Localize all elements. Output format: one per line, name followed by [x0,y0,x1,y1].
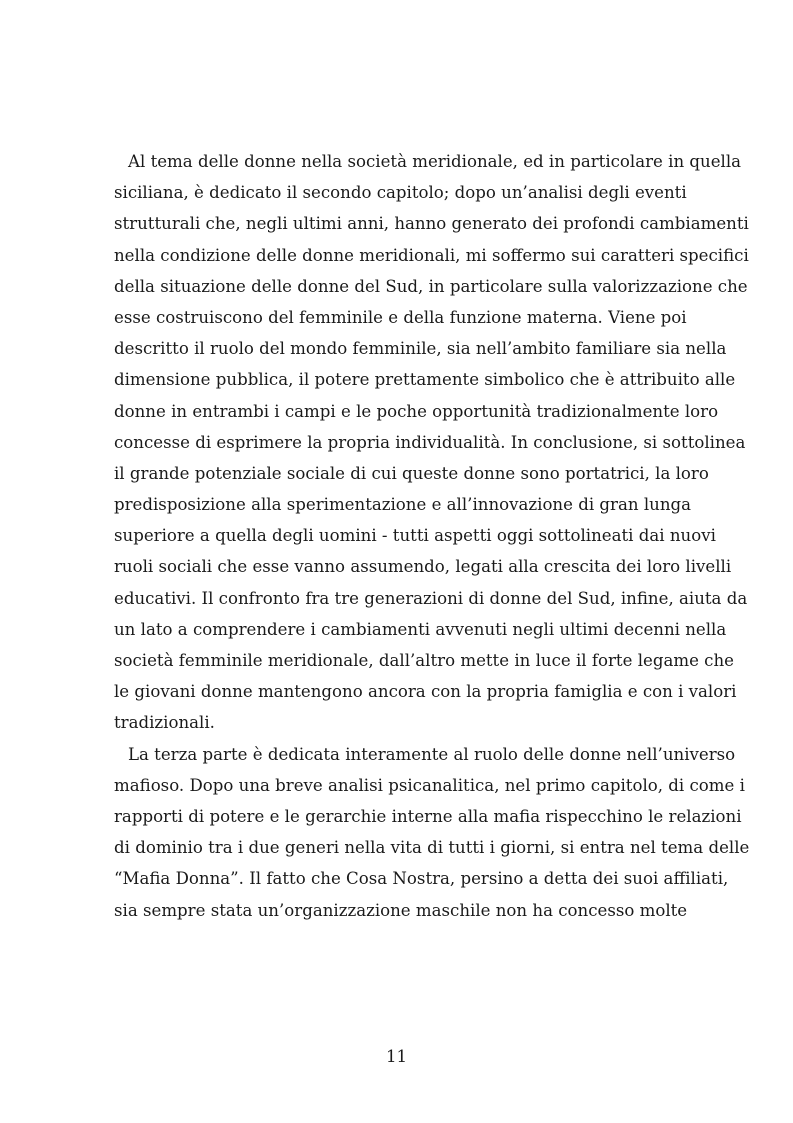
paragraph-2-line-6: sia sempre stata un’organizzazione maschile non ha concesso molte [114,900,688,920]
paragraph-1-line-1: Al tema delle donne nella società meridionale, ed in particolare in quella [128,152,742,171]
page-number: 11 [385,1047,408,1066]
paragraph-2-line-3: rapporti di potere e le gerarchie interne alla mafia rispecchino le relazioni [114,806,742,826]
paragraph-1-line-19: tradizionali. [114,713,215,733]
paragraph-1-line-5: della situazione delle donne del Sud, in particolare sulla valorizzazione che [114,276,748,296]
paragraph-1-line-16: un lato a comprendere i cambiamenti avvenuti negli ultimi decenni nella [114,619,727,639]
paragraph-1-line-2: siciliana, è dedicato il secondo capitolo; dopo un’analisi degli eventi [114,183,687,203]
paragraph-1-line-15: educativi. Il confronto fra tre generazioni di donne del Sud, infine, aiuta da [114,588,748,608]
paragraph-1-line-14: ruoli sociali che esse vanno assumendo, legati alla crescita dei loro livelli [114,557,732,577]
paragraph-1-line-17: società femminile meridionale, dall’altro mette in luce il forte legame che [114,651,734,670]
paragraph-1-line-6: esse costruiscono del femminile e della funzione materna. Viene poi [114,307,687,327]
paragraph-2-line-2: mafioso. Dopo una breve analisi psicanalitica, nel primo capitolo, di come i [114,775,745,795]
paragraph-2-line-5: “Mafia Donna”. Il fatto che Cosa Nostra, persino a detta dei suoi affiliati, [114,869,729,889]
paragraph-2-line-1: La terza parte è dedicata interamente al ruolo delle donne nell’universo [128,744,736,764]
paragraph-1-line-7: descritto il ruolo del mondo femminile, sia nell’ambito familiare sia nella [114,339,727,359]
paragraph-1-line-8: dimensione pubblica, il potere prettamente simbolico che è attribuito alle [114,370,736,390]
paragraph-1-line-10: concesse di esprimere la propria individualità. In conclusione, si sottolinea [114,432,746,452]
paragraph-1-line-9: donne in entrambi i campi e le poche opportunità tradizionalmente loro [114,401,719,421]
paragraph-1-line-13: superiore a quella degli uomini - tutti aspetti oggi sottolineati dai nuovi [114,526,716,546]
paragraph-1-line-3: strutturali che, negli ultimi anni, hanno generato dei profondi cambiamenti [114,214,749,234]
paragraph-1-line-11: il grande potenziale sociale di cui queste donne sono portatrici, la loro [114,463,709,483]
paragraph-2-line-4: di dominio tra i due generi nella vita di tutti i giorni, si entra nel tema delle [114,838,750,858]
paragraph-1-line-12: predisposizione alla sperimentazione e all’innovazione di gran lunga [114,495,692,515]
paragraph-1-line-4: nella condizione delle donne meridionali, mi soffermo sui caratteri specifici [114,245,749,265]
paragraph-1-line-18: le giovani donne mantengono ancora con la propria famiglia e con i valori [114,682,737,702]
body-text [114,146,750,926]
